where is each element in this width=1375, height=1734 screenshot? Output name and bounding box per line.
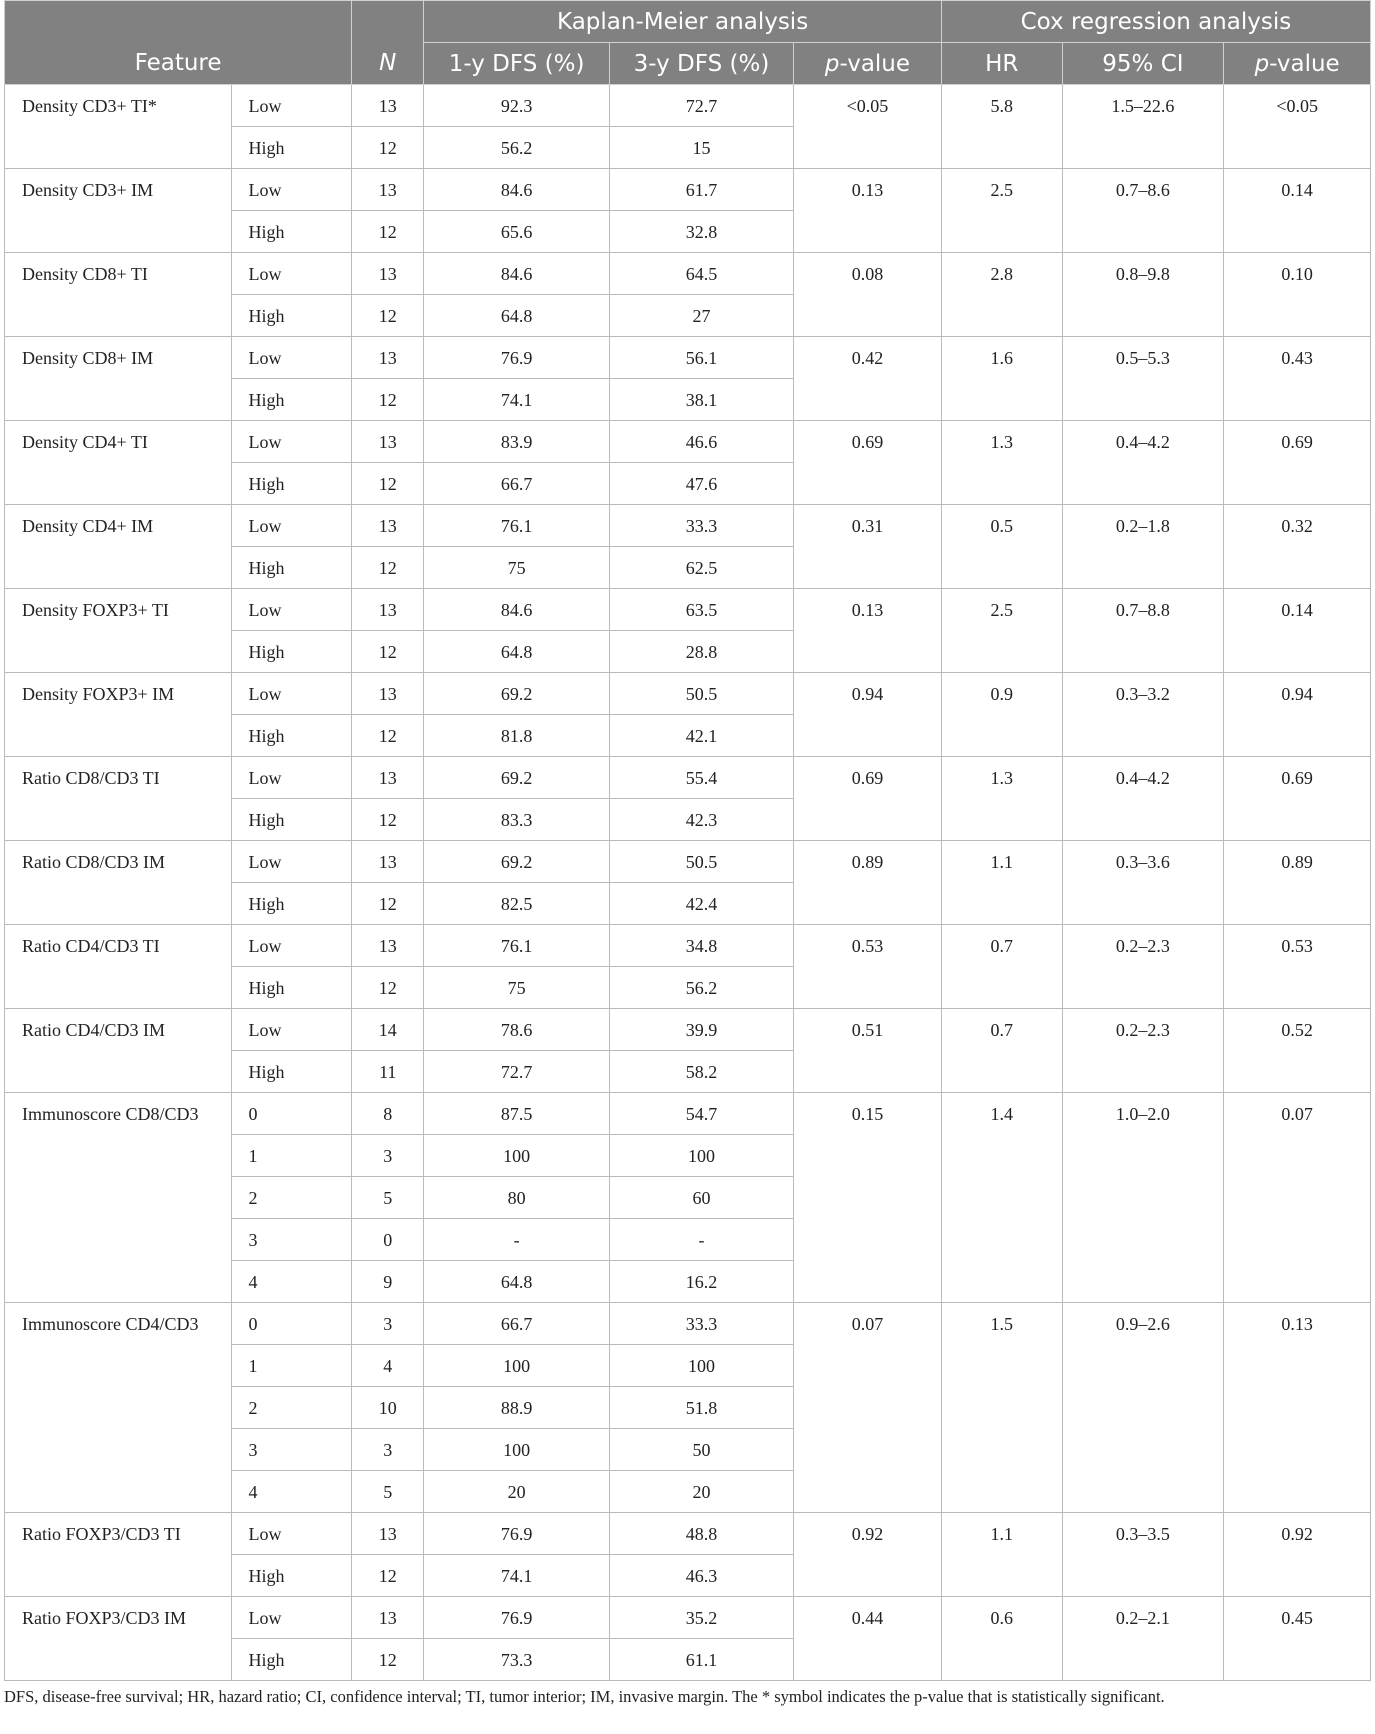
dfs-1y-cell: 72.7: [424, 1051, 609, 1093]
n-cell: 13: [352, 85, 424, 127]
table-row: [5, 589, 1371, 631]
hr-cell: 1.3: [941, 757, 1062, 841]
dfs-3y-cell: 35.2: [609, 1597, 793, 1639]
hr-cell: 0.5: [941, 505, 1062, 589]
dfs-1y-cell: 100: [424, 1345, 609, 1387]
level-cell: High: [232, 967, 352, 1009]
n-cell: 4: [352, 1345, 424, 1387]
dfs-3y-cell: 42.1: [609, 715, 793, 757]
level-cell: High: [232, 1555, 352, 1597]
dfs-3y-cell: 56.2: [609, 967, 793, 1009]
level-cell: Low: [232, 505, 352, 547]
level-cell: Low: [232, 673, 352, 715]
n-cell: 12: [352, 379, 424, 421]
feature-label: Ratio CD8/CD3 IM: [5, 841, 232, 925]
km-p-value-cell: 0.13: [794, 169, 942, 253]
feature-label: Density CD8+ IM: [5, 337, 232, 421]
dfs-1y-cell: 84.6: [424, 589, 609, 631]
n-cell: 12: [352, 127, 424, 169]
dfs-1y-cell: 74.1: [424, 1555, 609, 1597]
dfs-3y-cell: 38.1: [609, 379, 793, 421]
cox-p-value-cell: 0.52: [1224, 1009, 1371, 1093]
level-cell: 1: [232, 1345, 352, 1387]
n-cell: 12: [352, 799, 424, 841]
n-cell: 13: [352, 505, 424, 547]
n-cell: 3: [352, 1429, 424, 1471]
level-cell: Low: [232, 1513, 352, 1555]
dfs-3y-cell: 46.6: [609, 421, 793, 463]
dfs-1y-cell: 64.8: [424, 631, 609, 673]
dfs-3y-cell: 56.1: [609, 337, 793, 379]
level-cell: 3: [232, 1429, 352, 1471]
level-cell: 4: [232, 1261, 352, 1303]
n-cell: 12: [352, 1555, 424, 1597]
hr-cell: 2.5: [941, 169, 1062, 253]
level-cell: Low: [232, 85, 352, 127]
dfs-1y-cell: 74.1: [424, 379, 609, 421]
level-cell: Low: [232, 421, 352, 463]
level-cell: High: [232, 211, 352, 253]
dfs-3y-cell: 15: [609, 127, 793, 169]
level-cell: Low: [232, 253, 352, 295]
dfs-1y-cell: 76.1: [424, 505, 609, 547]
km-p-value-cell: 0.94: [794, 673, 942, 757]
dfs-3y-cell: 58.2: [609, 1051, 793, 1093]
dfs-3y-cell: 33.3: [609, 1303, 793, 1345]
level-cell: High: [232, 799, 352, 841]
hr-cell: 2.8: [941, 253, 1062, 337]
cox-p-value-cell: 0.07: [1224, 1093, 1371, 1303]
level-cell: 3: [232, 1219, 352, 1261]
dfs-1y-cell: 100: [424, 1429, 609, 1471]
table-row: [5, 253, 1371, 295]
ci-cell: 0.4–4.2: [1062, 757, 1224, 841]
table-row: [5, 1513, 1371, 1555]
km-p-value-cell: 0.51: [794, 1009, 942, 1093]
n-cell: 12: [352, 547, 424, 589]
feature-label: Ratio CD8/CD3 TI: [5, 757, 232, 841]
level-cell: High: [232, 379, 352, 421]
n-cell: 9: [352, 1261, 424, 1303]
level-cell: Low: [232, 337, 352, 379]
dfs-3y-cell: 16.2: [609, 1261, 793, 1303]
dfs-3y-cell: 100: [609, 1345, 793, 1387]
level-cell: 2: [232, 1387, 352, 1429]
feature-label: Density CD4+ IM: [5, 505, 232, 589]
feature-label: Density CD3+ IM: [5, 169, 232, 253]
feature-label: Ratio CD4/CD3 TI: [5, 925, 232, 1009]
level-cell: High: [232, 1051, 352, 1093]
dfs-1y-cell: 83.9: [424, 421, 609, 463]
km-p-value-cell: <0.05: [794, 85, 942, 169]
dfs-1y-cell: 64.8: [424, 1261, 609, 1303]
table-row: [5, 85, 1371, 127]
dfs-1y-cell: 66.7: [424, 1303, 609, 1345]
km-p-value-cell: 0.44: [794, 1597, 942, 1681]
dfs-1y-cell: 73.3: [424, 1639, 609, 1681]
dfs-3y-cell: 62.5: [609, 547, 793, 589]
table-row: [5, 673, 1371, 715]
header-hr: HR: [941, 43, 1062, 85]
dfs-3y-cell: 100: [609, 1135, 793, 1177]
survival-table: [4, 0, 1371, 1681]
n-cell: 12: [352, 883, 424, 925]
dfs-1y-cell: -: [424, 1219, 609, 1261]
n-cell: 13: [352, 253, 424, 295]
level-cell: High: [232, 883, 352, 925]
km-p-value-cell: 0.69: [794, 757, 942, 841]
dfs-1y-cell: 84.6: [424, 253, 609, 295]
dfs-3y-cell: 47.6: [609, 463, 793, 505]
table-container: [4, 0, 1371, 1707]
level-cell: High: [232, 1639, 352, 1681]
n-cell: 13: [352, 589, 424, 631]
ci-cell: 0.2–2.1: [1062, 1597, 1224, 1681]
n-cell: 3: [352, 1135, 424, 1177]
n-cell: 11: [352, 1051, 424, 1093]
level-cell: 1: [232, 1135, 352, 1177]
hr-cell: 1.1: [941, 841, 1062, 925]
dfs-1y-cell: 76.9: [424, 1513, 609, 1555]
dfs-1y-cell: 76.1: [424, 925, 609, 967]
hr-cell: 1.5: [941, 1303, 1062, 1513]
km-p-value-cell: 0.07: [794, 1303, 942, 1513]
hr-cell: 0.7: [941, 1009, 1062, 1093]
hr-cell: 1.1: [941, 1513, 1062, 1597]
ci-cell: 0.2–2.3: [1062, 1009, 1224, 1093]
n-cell: 3: [352, 1303, 424, 1345]
dfs-1y-cell: 76.9: [424, 1597, 609, 1639]
dfs-1y-cell: 84.6: [424, 169, 609, 211]
ci-cell: 0.5–5.3: [1062, 337, 1224, 421]
dfs-3y-cell: 33.3: [609, 505, 793, 547]
feature-label: Density FOXP3+ TI: [5, 589, 232, 673]
cox-p-value-cell: 0.10: [1224, 253, 1371, 337]
cox-p-value-cell: 0.43: [1224, 337, 1371, 421]
table-row: [5, 169, 1371, 211]
table-row: [5, 505, 1371, 547]
n-cell: 13: [352, 1513, 424, 1555]
dfs-1y-cell: 69.2: [424, 673, 609, 715]
hr-cell: 5.8: [941, 85, 1062, 169]
feature-label: Ratio CD4/CD3 IM: [5, 1009, 232, 1093]
dfs-1y-cell: 87.5: [424, 1093, 609, 1135]
hr-cell: 1.3: [941, 421, 1062, 505]
level-cell: High: [232, 127, 352, 169]
dfs-3y-cell: 60: [609, 1177, 793, 1219]
ci-cell: 0.8–9.8: [1062, 253, 1224, 337]
ci-cell: 0.3–3.5: [1062, 1513, 1224, 1597]
header-n: N: [352, 1, 424, 85]
cox-p-value-cell: 0.45: [1224, 1597, 1371, 1681]
header-cox-p-value: p-value: [1224, 43, 1371, 85]
km-p-value-cell: 0.13: [794, 589, 942, 673]
level-cell: Low: [232, 589, 352, 631]
header-feature: Feature: [5, 1, 352, 85]
dfs-1y-cell: 88.9: [424, 1387, 609, 1429]
cox-p-value-cell: <0.05: [1224, 85, 1371, 169]
ci-cell: 0.9–2.6: [1062, 1303, 1224, 1513]
cox-p-value-cell: 0.53: [1224, 925, 1371, 1009]
feature-label: Immunoscore CD8/CD3: [5, 1093, 232, 1303]
header-3y-dfs: 3-y DFS (%): [609, 43, 793, 85]
cox-p-value-cell: 0.14: [1224, 169, 1371, 253]
level-cell: Low: [232, 925, 352, 967]
table-row: [5, 421, 1371, 463]
level-cell: Low: [232, 757, 352, 799]
n-cell: 12: [352, 211, 424, 253]
dfs-1y-cell: 76.9: [424, 337, 609, 379]
feature-label: Density CD4+ TI: [5, 421, 232, 505]
header-1y-dfs: 1-y DFS (%): [424, 43, 609, 85]
cox-p-value-cell: 0.92: [1224, 1513, 1371, 1597]
feature-label: Immunoscore CD4/CD3: [5, 1303, 232, 1513]
dfs-1y-cell: 56.2: [424, 127, 609, 169]
ci-cell: 0.2–1.8: [1062, 505, 1224, 589]
level-cell: High: [232, 631, 352, 673]
dfs-3y-cell: -: [609, 1219, 793, 1261]
dfs-3y-cell: 32.8: [609, 211, 793, 253]
ci-cell: 1.5–22.6: [1062, 85, 1224, 169]
table-row: [5, 1303, 1371, 1345]
cox-p-value-cell: 0.69: [1224, 757, 1371, 841]
ci-cell: 0.4–4.2: [1062, 421, 1224, 505]
dfs-3y-cell: 28.8: [609, 631, 793, 673]
level-cell: Low: [232, 1597, 352, 1639]
cox-p-value-cell: 0.69: [1224, 421, 1371, 505]
dfs-1y-cell: 80: [424, 1177, 609, 1219]
n-cell: 14: [352, 1009, 424, 1051]
n-cell: 13: [352, 673, 424, 715]
hr-cell: 0.9: [941, 673, 1062, 757]
header-ci: 95% CI: [1062, 43, 1224, 85]
n-cell: 0: [352, 1219, 424, 1261]
table-row: [5, 841, 1371, 883]
ci-cell: 0.7–8.6: [1062, 169, 1224, 253]
km-p-value-cell: 0.42: [794, 337, 942, 421]
hr-cell: 0.7: [941, 925, 1062, 1009]
dfs-3y-cell: 27: [609, 295, 793, 337]
dfs-1y-cell: 69.2: [424, 841, 609, 883]
dfs-3y-cell: 64.5: [609, 253, 793, 295]
dfs-1y-cell: 20: [424, 1471, 609, 1513]
level-cell: Low: [232, 1009, 352, 1051]
n-cell: 13: [352, 169, 424, 211]
dfs-3y-cell: 63.5: [609, 589, 793, 631]
dfs-1y-cell: 64.8: [424, 295, 609, 337]
level-cell: High: [232, 547, 352, 589]
dfs-1y-cell: 75: [424, 967, 609, 1009]
n-cell: 13: [352, 841, 424, 883]
hr-cell: 2.5: [941, 589, 1062, 673]
level-cell: High: [232, 295, 352, 337]
feature-label: Density CD8+ TI: [5, 253, 232, 337]
dfs-1y-cell: 65.6: [424, 211, 609, 253]
table-row: [5, 337, 1371, 379]
n-cell: 5: [352, 1471, 424, 1513]
ci-cell: 0.7–8.8: [1062, 589, 1224, 673]
level-cell: 0: [232, 1093, 352, 1135]
hr-cell: 1.4: [941, 1093, 1062, 1303]
n-cell: 5: [352, 1177, 424, 1219]
n-cell: 12: [352, 463, 424, 505]
dfs-3y-cell: 46.3: [609, 1555, 793, 1597]
km-p-value-cell: 0.15: [794, 1093, 942, 1303]
km-p-value-cell: 0.92: [794, 1513, 942, 1597]
level-cell: High: [232, 715, 352, 757]
level-cell: Low: [232, 169, 352, 211]
n-cell: 8: [352, 1093, 424, 1135]
dfs-3y-cell: 20: [609, 1471, 793, 1513]
dfs-3y-cell: 42.4: [609, 883, 793, 925]
n-cell: 13: [352, 337, 424, 379]
dfs-3y-cell: 50.5: [609, 841, 793, 883]
dfs-3y-cell: 34.8: [609, 925, 793, 967]
km-p-value-cell: 0.31: [794, 505, 942, 589]
km-p-value-cell: 0.53: [794, 925, 942, 1009]
dfs-1y-cell: 69.2: [424, 757, 609, 799]
dfs-3y-cell: 50: [609, 1429, 793, 1471]
ci-cell: 0.3–3.6: [1062, 841, 1224, 925]
hr-cell: 1.6: [941, 337, 1062, 421]
hr-cell: 0.6: [941, 1597, 1062, 1681]
dfs-3y-cell: 51.8: [609, 1387, 793, 1429]
table-row: [5, 1009, 1371, 1051]
n-cell: 13: [352, 757, 424, 799]
ci-cell: 1.0–2.0: [1062, 1093, 1224, 1303]
n-cell: 12: [352, 715, 424, 757]
table-body: [5, 85, 1371, 1681]
table-footnote: DFS, disease-free survival; HR, hazard ratio; CI, confidence interval; TI, tumor interior; IM, invasive margin. The * symbol indicates the p-value that is statistically significant.: [4, 1687, 1165, 1706]
ci-cell: 0.3–3.2: [1062, 673, 1224, 757]
dfs-3y-cell: 55.4: [609, 757, 793, 799]
level-cell: 2: [232, 1177, 352, 1219]
header-km-p-value: p-value: [794, 43, 942, 85]
level-cell: 0: [232, 1303, 352, 1345]
n-cell: 12: [352, 631, 424, 673]
level-cell: Low: [232, 841, 352, 883]
table-row: [5, 1093, 1371, 1135]
dfs-3y-cell: 42.3: [609, 799, 793, 841]
dfs-3y-cell: 72.7: [609, 85, 793, 127]
km-p-value-cell: 0.08: [794, 253, 942, 337]
dfs-3y-cell: 50.5: [609, 673, 793, 715]
n-cell: 10: [352, 1387, 424, 1429]
cox-p-value-cell: 0.94: [1224, 673, 1371, 757]
dfs-3y-cell: 61.7: [609, 169, 793, 211]
dfs-3y-cell: 61.1: [609, 1639, 793, 1681]
cox-p-value-cell: 0.32: [1224, 505, 1371, 589]
dfs-1y-cell: 75: [424, 547, 609, 589]
feature-label: Ratio FOXP3/CD3 TI: [5, 1513, 232, 1597]
dfs-1y-cell: 92.3: [424, 85, 609, 127]
table-row: [5, 1597, 1371, 1639]
cox-p-value-cell: 0.14: [1224, 589, 1371, 673]
dfs-1y-cell: 81.8: [424, 715, 609, 757]
dfs-1y-cell: 78.6: [424, 1009, 609, 1051]
cox-p-value-cell: 0.13: [1224, 1303, 1371, 1513]
header-cox-regression: Cox regression analysis: [941, 1, 1370, 43]
dfs-1y-cell: 100: [424, 1135, 609, 1177]
feature-label: Density CD3+ TI*: [5, 85, 232, 169]
n-cell: 13: [352, 925, 424, 967]
n-cell: 13: [352, 1597, 424, 1639]
cox-p-value-cell: 0.89: [1224, 841, 1371, 925]
header-kaplan-meier: Kaplan-Meier analysis: [424, 1, 941, 43]
dfs-1y-cell: 83.3: [424, 799, 609, 841]
table-row: [5, 925, 1371, 967]
feature-label: Density FOXP3+ IM: [5, 673, 232, 757]
dfs-3y-cell: 54.7: [609, 1093, 793, 1135]
n-cell: 12: [352, 1639, 424, 1681]
n-cell: 12: [352, 967, 424, 1009]
n-cell: 13: [352, 421, 424, 463]
dfs-1y-cell: 82.5: [424, 883, 609, 925]
n-cell: 12: [352, 295, 424, 337]
feature-label: Ratio FOXP3/CD3 IM: [5, 1597, 232, 1681]
ci-cell: 0.2–2.3: [1062, 925, 1224, 1009]
km-p-value-cell: 0.89: [794, 841, 942, 925]
level-cell: 4: [232, 1471, 352, 1513]
dfs-1y-cell: 66.7: [424, 463, 609, 505]
level-cell: High: [232, 463, 352, 505]
dfs-3y-cell: 39.9: [609, 1009, 793, 1051]
km-p-value-cell: 0.69: [794, 421, 942, 505]
table-row: [5, 757, 1371, 799]
dfs-3y-cell: 48.8: [609, 1513, 793, 1555]
